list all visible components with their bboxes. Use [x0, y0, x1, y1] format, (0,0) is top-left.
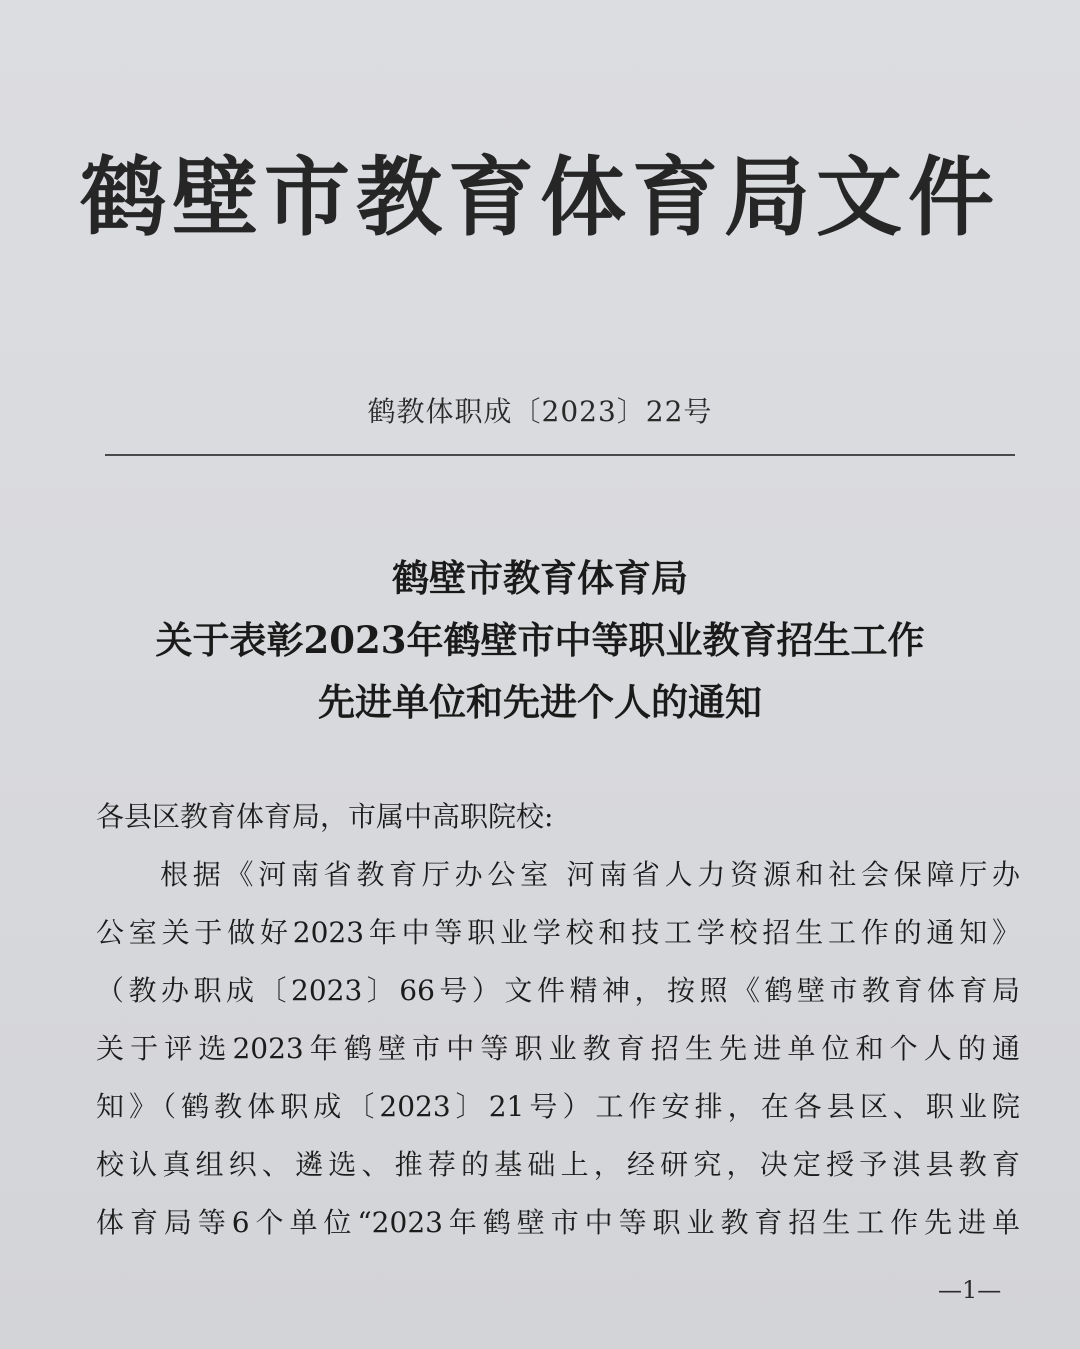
body-line-6: 校认真组织、遴选、推荐的基础上，经研究，决定授予淇县教育 [96, 1148, 1020, 1181]
body-line-3: （教办职成〔2023〕66号）文件精神，按照《鹤壁市教育体育局 [96, 974, 1020, 1007]
salutation: 各县区教育体育局，市属中高职院校: [96, 800, 554, 833]
page-number: —1— [938, 1276, 1002, 1304]
document-header-title: 鹤壁市教育体育局文件 [80, 148, 1000, 248]
document-number: 鹤教体职成〔2023〕22号 [367, 395, 713, 428]
body-line-1: 根据《河南省教育厅办公室 河南省人力资源和社会保障厅办 [160, 858, 1020, 891]
body-line-5: 知》（鹤教体职成〔2023〕21号）工作安排，在各县区、职业院 [96, 1090, 1020, 1123]
header-divider [105, 454, 1015, 456]
body-line-2: 公室关于做好2023年中等职业学校和技工学校招生工作的通知》 [96, 916, 1020, 949]
notice-title-line-2: 关于表彰2023年鹤壁市中等职业教育招生工作 [155, 618, 925, 662]
body-line-7: 体育局等6个单位“2023年鹤壁市中等职业教育招生工作先进单 [96, 1206, 1020, 1239]
body-line-4: 关于评选2023年鹤壁市中等职业教育招生先进单位和个人的通 [96, 1032, 1020, 1065]
notice-title-line-1: 鹤壁市教育体育局 [392, 556, 688, 600]
notice-title-line-3: 先进单位和先进个人的通知 [318, 680, 762, 724]
